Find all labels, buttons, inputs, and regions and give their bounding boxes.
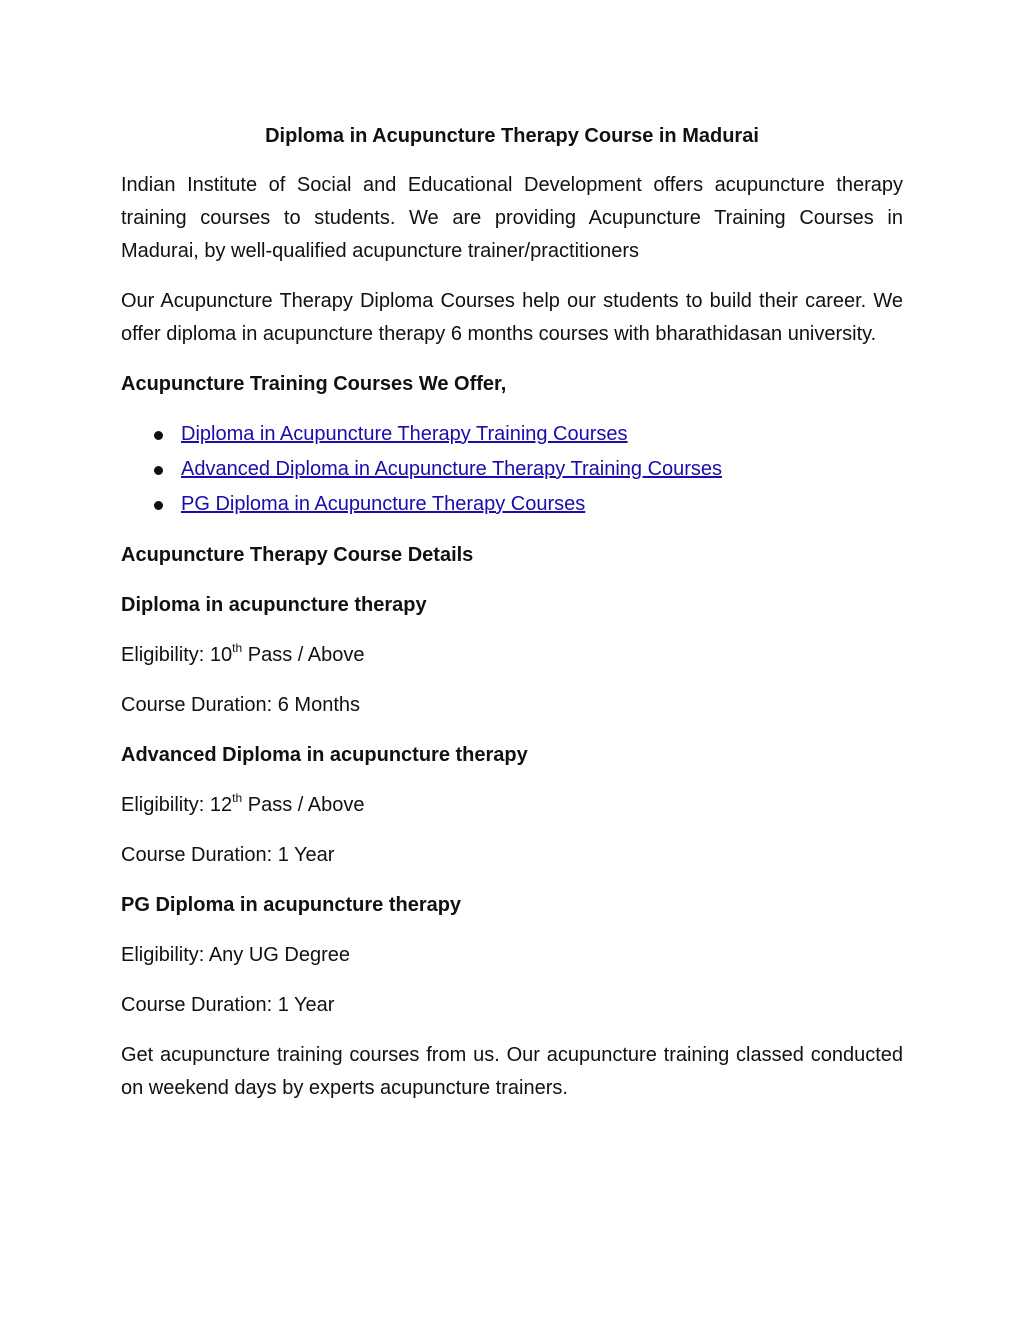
list-item xyxy=(121,488,903,523)
advanced-diploma-course-link[interactable]: Advanced Diploma in Acupuncture Therapy Training Courses xyxy=(181,458,723,480)
intro-paragraph: Indian Institute of Social and Educational Development offers acupuncture therapy training courses to students. We are providing Acupuncture Training Courses in Madurai, by well-qualified acupuncture trainer/practitioners xyxy=(121,174,903,262)
eligibility-text: Eligibility: 12 xyxy=(121,794,233,816)
course-name-pg-diploma: PG Diploma in acupuncture therapy xyxy=(121,894,462,916)
eligibility-suffix: Pass / Above xyxy=(242,644,365,666)
duration-pg-diploma: Course Duration: 1 Year xyxy=(121,994,335,1016)
eligibility-diploma xyxy=(121,639,903,672)
ordinal-suffix: th xyxy=(232,791,243,805)
course-link-list xyxy=(121,418,903,523)
ordinal-suffix: th xyxy=(232,641,243,655)
course-name-advanced-diploma: Advanced Diploma in acupuncture therapy xyxy=(121,744,528,766)
pg-diploma-course-link[interactable]: PG Diploma in Acupuncture Therapy Courses xyxy=(181,493,586,515)
list-item xyxy=(121,418,903,453)
offer-heading: Acupuncture Training Courses We Offer, xyxy=(121,373,507,395)
list-item xyxy=(121,453,903,488)
course-name-diploma: Diploma in acupuncture therapy xyxy=(121,594,427,616)
bullet-icon xyxy=(154,431,163,440)
career-paragraph: Our Acupuncture Therapy Diploma Courses help our students to build their career. We offer diploma in acupuncture therapy 6 months courses with bharathidasan university. xyxy=(121,290,903,345)
eligibility-text: Eligibility: 10 xyxy=(121,644,233,666)
details-heading: Acupuncture Therapy Course Details xyxy=(121,544,474,566)
eligibility-advanced-diploma xyxy=(121,789,903,822)
document-page xyxy=(121,120,903,1122)
bullet-icon xyxy=(154,501,163,510)
closing-paragraph: Get acupuncture training courses from us. Our acupuncture training classed conducted on weekend days by experts acupuncture trainers. xyxy=(121,1044,903,1099)
bullet-icon xyxy=(154,466,163,475)
eligibility-suffix: Pass / Above xyxy=(242,794,365,816)
diploma-course-link[interactable]: Diploma in Acupuncture Therapy Training Courses xyxy=(181,423,628,445)
document-title: Diploma in Acupuncture Therapy Course in Madurai xyxy=(265,125,759,147)
duration-advanced-diploma: Course Duration: 1 Year xyxy=(121,844,335,866)
eligibility-pg-diploma: Eligibility: Any UG Degree xyxy=(121,944,350,966)
duration-diploma: Course Duration: 6 Months xyxy=(121,694,361,716)
